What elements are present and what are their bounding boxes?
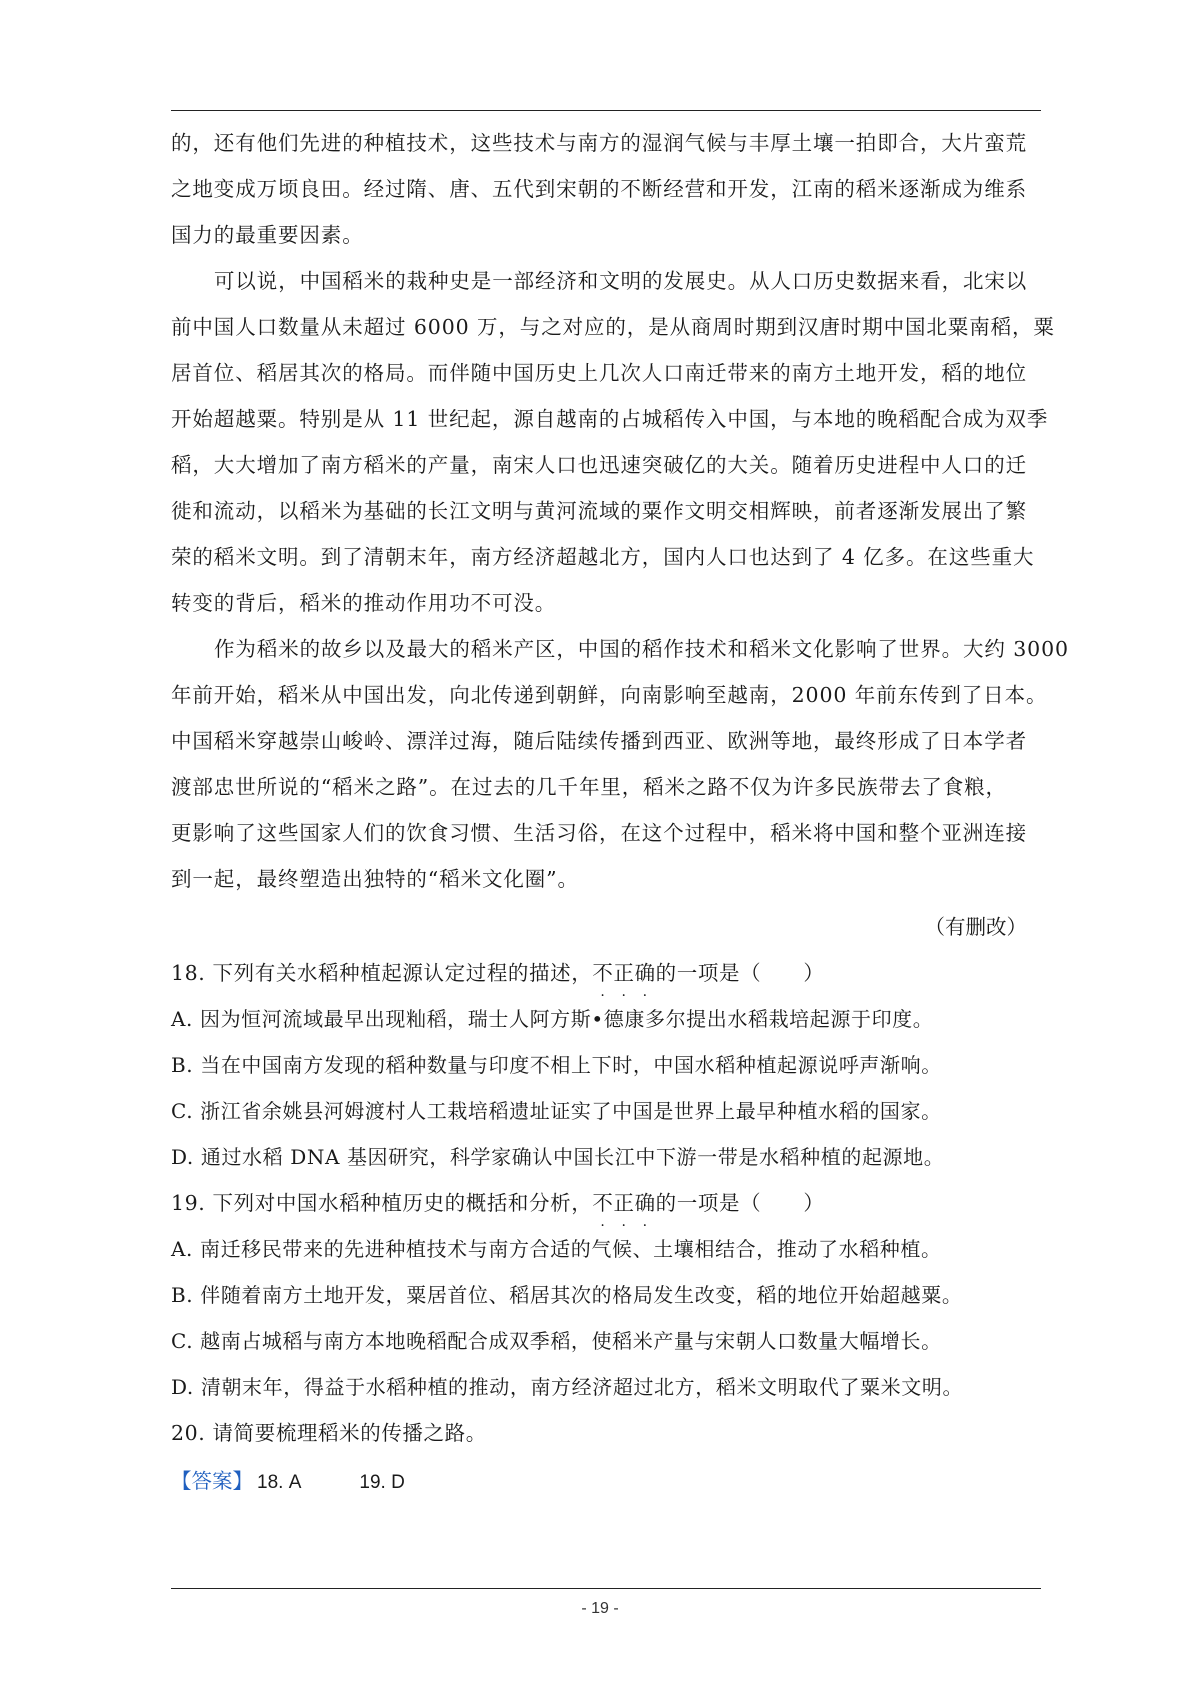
question-19-stem (171, 1180, 1041, 1234)
passage-paragraph-1 (171, 120, 1041, 258)
option-18-c: C. 浙江省余姚县河姆渡村人工栽培稻遗址证实了中国是世界上最早种植水稻的国家。 (171, 1099, 942, 1123)
option-19-b: B. 伴随着南方土地开发，粟居首位、稻居其次的格局发生改变，稻的地位开始超越粟。 (171, 1283, 963, 1307)
option-18-d: D. 通过水稻 DNA 基因研究，科学家确认中国长江中下游一带是水稻种植的起源地。 (171, 1145, 945, 1169)
text-line: 居首位、稻居其次的格局。而伴随中国历史上几次人口南迁带来的南方土地开发，稻的地位 (171, 361, 1027, 385)
text-line: 稻，大大增加了南方稻米的产量，南宋人口也迅速突破亿的大关。随着历史进程中人口的迁 (171, 453, 1027, 477)
option-19-d: D. 清朝末年，得益于水稻种植的推动，南方经济超过北方，稻米文明取代了粟米文明。 (171, 1375, 964, 1399)
text-line: 中国稻米穿越崇山峻岭、漂洋过海，随后陆续传播到西亚、欧洲等地，最终形成了日本学者 (171, 729, 1027, 753)
emphasis-char: 正 · (613, 961, 635, 1004)
passage-paragraph-3 (171, 626, 1069, 902)
question-20-stem (171, 1410, 1041, 1456)
answer-19: 19. D (359, 1472, 405, 1493)
page-content (171, 120, 1069, 1506)
text-line: 可以说，中国稻米的栽种史是一部经济和文明的发展史。从人口历史数据来看，北宋以 (214, 269, 1028, 293)
passage-paragraph-2 (171, 258, 1055, 626)
question-number: 20. (171, 1421, 206, 1445)
text-line: 之地变成万顷良田。经过隋、唐、五代到宋朝的不断经营和开发，江南的稻米逐渐成为维系 (171, 177, 1027, 201)
answer-tag: 【答案】 (171, 1469, 253, 1493)
source-note: （有删改） (924, 915, 1027, 939)
emphasis-char: 不 · (592, 961, 614, 1004)
text-line: 年前开始，稻米从中国出发，向北传递到朝鲜，向南影响至越南，2000 年前东传到了日本。 (171, 683, 1048, 707)
answer-18: 18. A (257, 1472, 302, 1493)
question-number: 19. (171, 1191, 206, 1215)
text-line: 徙和流动，以稻米为基础的长江文明与黄河流域的粟作文明交相辉映，前者逐渐发展出了繁 (171, 499, 1027, 523)
question-text: 下列有关水稻种植起源认定过程的描述， (212, 961, 593, 985)
question-text: 的一项是（ ） (655, 1191, 825, 1215)
text-line: 转变的背后，稻米的推动作用功不可没。 (171, 591, 557, 615)
answer-line (171, 1458, 1041, 1506)
text-line: 作为稻米的故乡以及最大的稻米产区，中国的稻作技术和稻米文化影响了世界。大约 3000 (214, 637, 1069, 661)
emphasis-char: 确 · (634, 961, 656, 1004)
text-line: 国力的最重要因素。 (171, 223, 364, 247)
question-text: 下列对中国水稻种植历史的概括和分析， (212, 1191, 593, 1215)
text-line: 到一起，最终塑造出独特的“稻米文化圈”。 (171, 867, 579, 891)
emphasis-char: 正 · (613, 1191, 635, 1234)
text-line: 的，还有他们先进的种植技术，这些技术与南方的湿润气候与丰厚土壤一拍即合，大片蛮荒 (171, 131, 1027, 155)
text-line: 更影响了这些国家人们的饮食习惯、生活习俗，在这个过程中，稻米将中国和整个亚洲连接 (171, 821, 1027, 845)
option-19-c: C. 越南占城稻与南方本地晚稻配合成双季稻，使稻米产量与宋朝人口数量大幅增长。 (171, 1329, 942, 1353)
question-text: 的一项是（ ） (655, 961, 825, 985)
option-18-b: B. 当在中国南方发现的稻种数量与印度不相上下时，中国水稻种植起源说呼声渐响。 (171, 1053, 942, 1077)
option-18-a: A. 因为恒河流域最早出现籼稻，瑞士人阿方斯•德康多尔提出水稻栽培起源于印度。 (171, 1007, 934, 1031)
header-rule (171, 110, 1041, 111)
option-19-a: A. 南迁移民带来的先进种植技术与南方合适的气候、土壤相结合，推动了水稻种植。 (171, 1237, 942, 1261)
question-18-stem (171, 950, 1041, 1004)
footer-rule (171, 1588, 1041, 1589)
text-line: 荣的稻米文明。到了清朝末年，南方经济超越北方，国内人口也达到了 4 亿多。在这些重大 (171, 545, 1035, 569)
text-line: 前中国人口数量从未超过 6000 万，与之对应的，是从商周时期到汉唐时期中国北粟南稻，粟 (171, 315, 1055, 339)
text-line: 渡部忠世所说的“稻米之路”。在过去的几千年里，稻米之路不仅为许多民族带去了食粮， (171, 775, 1007, 799)
question-text: 请简要梳理稻米的传播之路。 (212, 1421, 487, 1445)
question-number: 18. (171, 961, 206, 985)
text-line: 开始超越粟。特别是从 11 世纪起，源自越南的占城稻传入中国，与本地的晚稻配合成为双季 (171, 407, 1049, 431)
page-number: - 19 - (581, 1600, 619, 1617)
emphasis-char: 不 · (592, 1191, 614, 1234)
emphasis-char: 确 · (634, 1191, 656, 1234)
